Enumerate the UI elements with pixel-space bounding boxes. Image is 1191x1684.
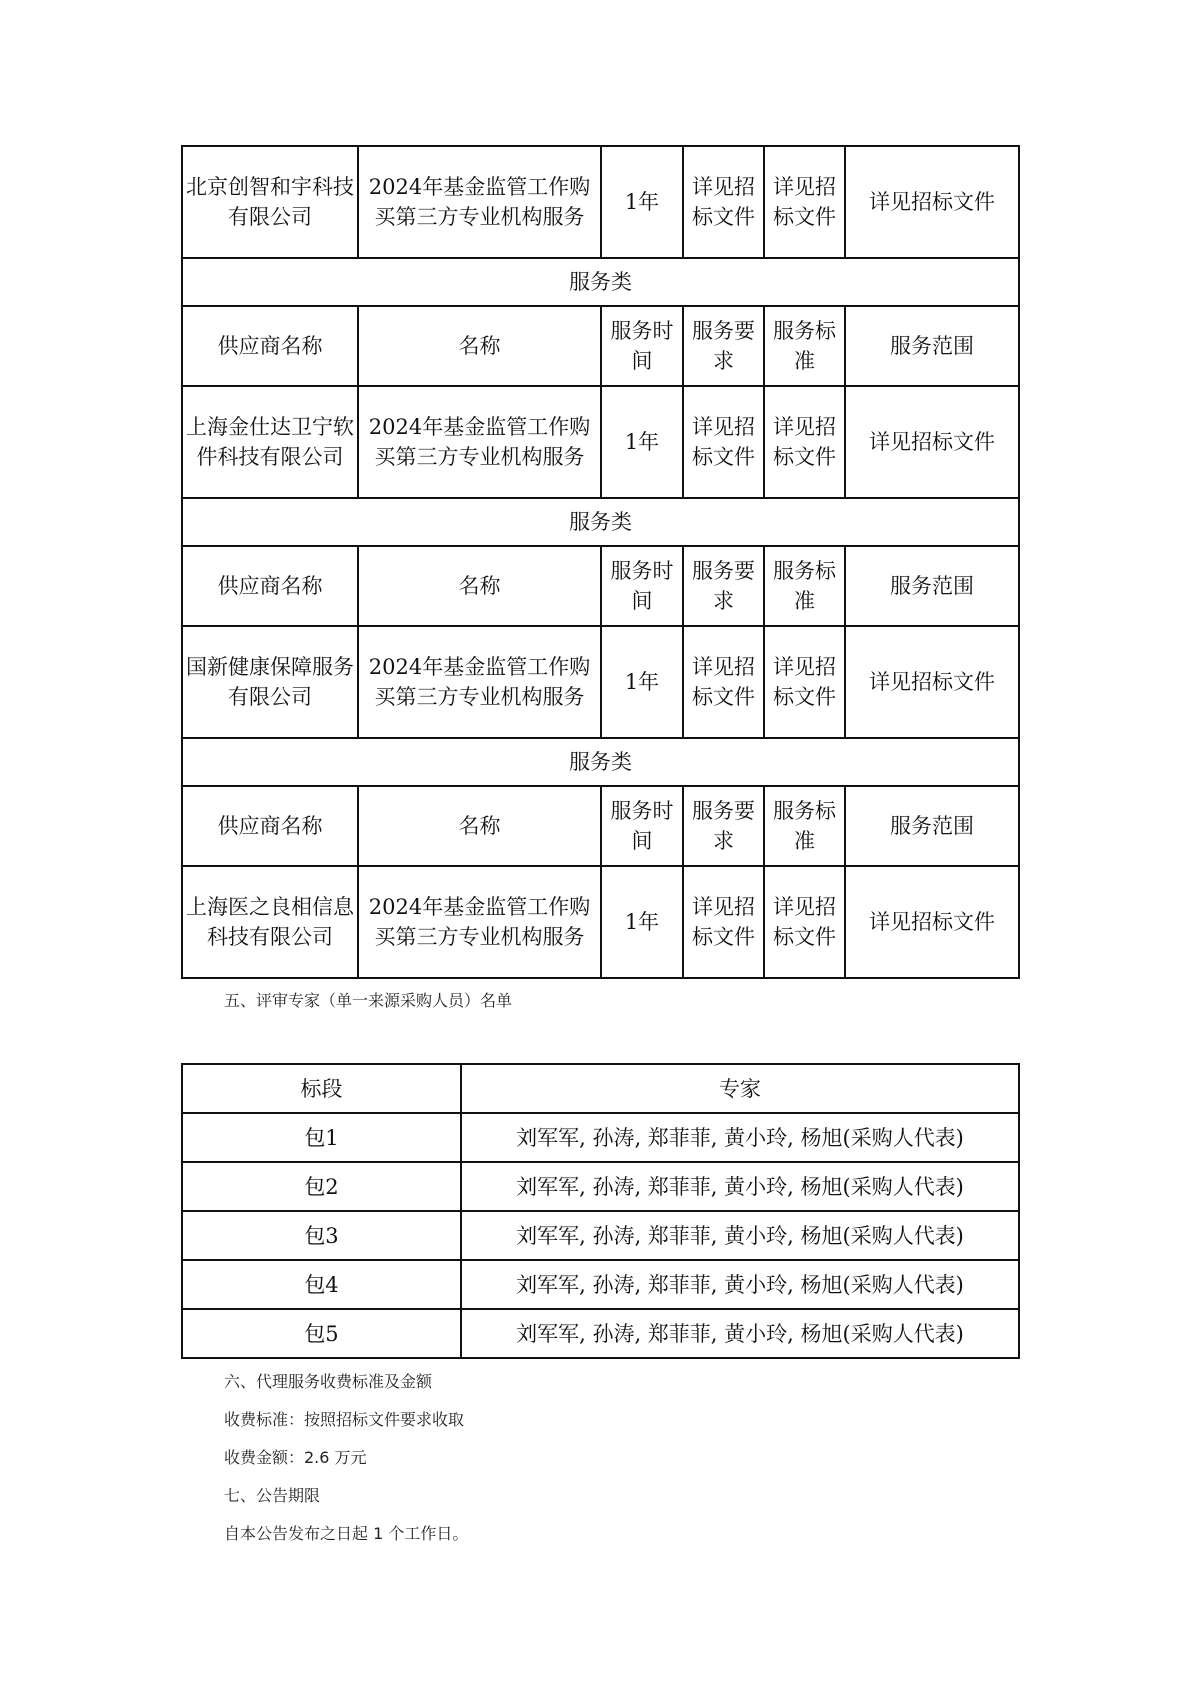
header-name: 名称 (358, 786, 601, 866)
requirement-cell: 详见招标文件 (683, 146, 764, 258)
table-row (182, 1211, 1019, 1260)
table-row (182, 1162, 1019, 1211)
section-label: 服务类 (182, 258, 1019, 306)
time-cell: 1年 (601, 866, 683, 978)
name-cell: 2024年基金监管工作购买第三方专业机构服务 (358, 386, 601, 498)
header-lot: 标段 (182, 1064, 461, 1113)
lot-cell: 包3 (182, 1211, 461, 1260)
table-row (182, 386, 1019, 498)
standard-cell: 详见招标文件 (764, 866, 845, 978)
table-row (182, 626, 1019, 738)
lot-cell: 包5 (182, 1309, 461, 1358)
scope-cell: 详见招标文件 (845, 146, 1019, 258)
experts-cell: 刘军军, 孙涛, 郑菲菲, 黄小玲, 杨旭(采购人代表) (461, 1260, 1019, 1309)
time-cell: 1年 (601, 146, 683, 258)
experts-cell: 刘军军, 孙涛, 郑菲菲, 黄小玲, 杨旭(采购人代表) (461, 1211, 1019, 1260)
standard-cell: 详见招标文件 (764, 146, 845, 258)
experts-table (181, 1063, 1020, 1359)
header-requirement: 服务要求 (683, 786, 764, 866)
section7-title: 七、公告期限 (224, 1486, 321, 1505)
header-scope: 服务范围 (845, 546, 1019, 626)
supplier-cell: 北京创智和宇科技有限公司 (182, 146, 358, 258)
lot-cell: 包4 (182, 1260, 461, 1309)
header-supplier: 供应商名称 (182, 546, 358, 626)
suppliers-table (181, 145, 1020, 979)
table-row (182, 1113, 1019, 1162)
header-supplier: 供应商名称 (182, 786, 358, 866)
supplier-cell: 上海医之良相信息科技有限公司 (182, 866, 358, 978)
header-standard: 服务标准 (764, 546, 845, 626)
name-cell: 2024年基金监管工作购买第三方专业机构服务 (358, 626, 601, 738)
requirement-cell: 详见招标文件 (683, 866, 764, 978)
supplier-cell: 上海金仕达卫宁软件科技有限公司 (182, 386, 358, 498)
section-row (182, 738, 1019, 786)
table-row (182, 146, 1019, 258)
standard-cell: 详见招标文件 (764, 626, 845, 738)
table-row (182, 866, 1019, 978)
supplier-cell: 国新健康保障服务有限公司 (182, 626, 358, 738)
header-standard: 服务标准 (764, 786, 845, 866)
section5-title: 五、评审专家（单一来源采购人员）名单 (224, 991, 513, 1010)
header-row (182, 546, 1019, 626)
experts-cell: 刘军军, 孙涛, 郑菲菲, 黄小玲, 杨旭(采购人代表) (461, 1309, 1019, 1358)
section-label: 服务类 (182, 738, 1019, 786)
standard-cell: 详见招标文件 (764, 386, 845, 498)
header-name: 名称 (358, 546, 601, 626)
lot-cell: 包2 (182, 1162, 461, 1211)
scope-cell: 详见招标文件 (845, 866, 1019, 978)
experts-cell: 刘军军, 孙涛, 郑菲菲, 黄小玲, 杨旭(采购人代表) (461, 1162, 1019, 1211)
experts-cell: 刘军军, 孙涛, 郑菲菲, 黄小玲, 杨旭(采购人代表) (461, 1113, 1019, 1162)
requirement-cell: 详见招标文件 (683, 626, 764, 738)
section-label: 服务类 (182, 498, 1019, 546)
header-requirement: 服务要求 (683, 546, 764, 626)
section-row (182, 498, 1019, 546)
header-row (182, 786, 1019, 866)
requirement-cell: 详见招标文件 (683, 386, 764, 498)
header-supplier: 供应商名称 (182, 306, 358, 386)
scope-cell: 详见招标文件 (845, 386, 1019, 498)
fee-amount: 收费金额：2.6 万元 (224, 1448, 367, 1467)
scope-cell: 详见招标文件 (845, 626, 1019, 738)
header-experts: 专家 (461, 1064, 1019, 1113)
header-time: 服务时间 (601, 786, 683, 866)
name-cell: 2024年基金监管工作购买第三方专业机构服务 (358, 866, 601, 978)
time-cell: 1年 (601, 386, 683, 498)
fee-standard: 收费标准：按照招标文件要求收取 (224, 1410, 465, 1429)
section6-title: 六、代理服务收费标准及金额 (224, 1372, 433, 1391)
header-name: 名称 (358, 306, 601, 386)
header-row (182, 306, 1019, 386)
header-time: 服务时间 (601, 546, 683, 626)
announcement-period: 自本公告发布之日起 1 个工作日。 (224, 1524, 469, 1543)
lot-cell: 包1 (182, 1113, 461, 1162)
header-row (182, 1064, 1019, 1113)
header-time: 服务时间 (601, 306, 683, 386)
header-standard: 服务标准 (764, 306, 845, 386)
table-row (182, 1260, 1019, 1309)
table-row (182, 1309, 1019, 1358)
name-cell: 2024年基金监管工作购买第三方专业机构服务 (358, 146, 601, 258)
header-scope: 服务范围 (845, 786, 1019, 866)
time-cell: 1年 (601, 626, 683, 738)
section-row (182, 258, 1019, 306)
header-requirement: 服务要求 (683, 306, 764, 386)
header-scope: 服务范围 (845, 306, 1019, 386)
